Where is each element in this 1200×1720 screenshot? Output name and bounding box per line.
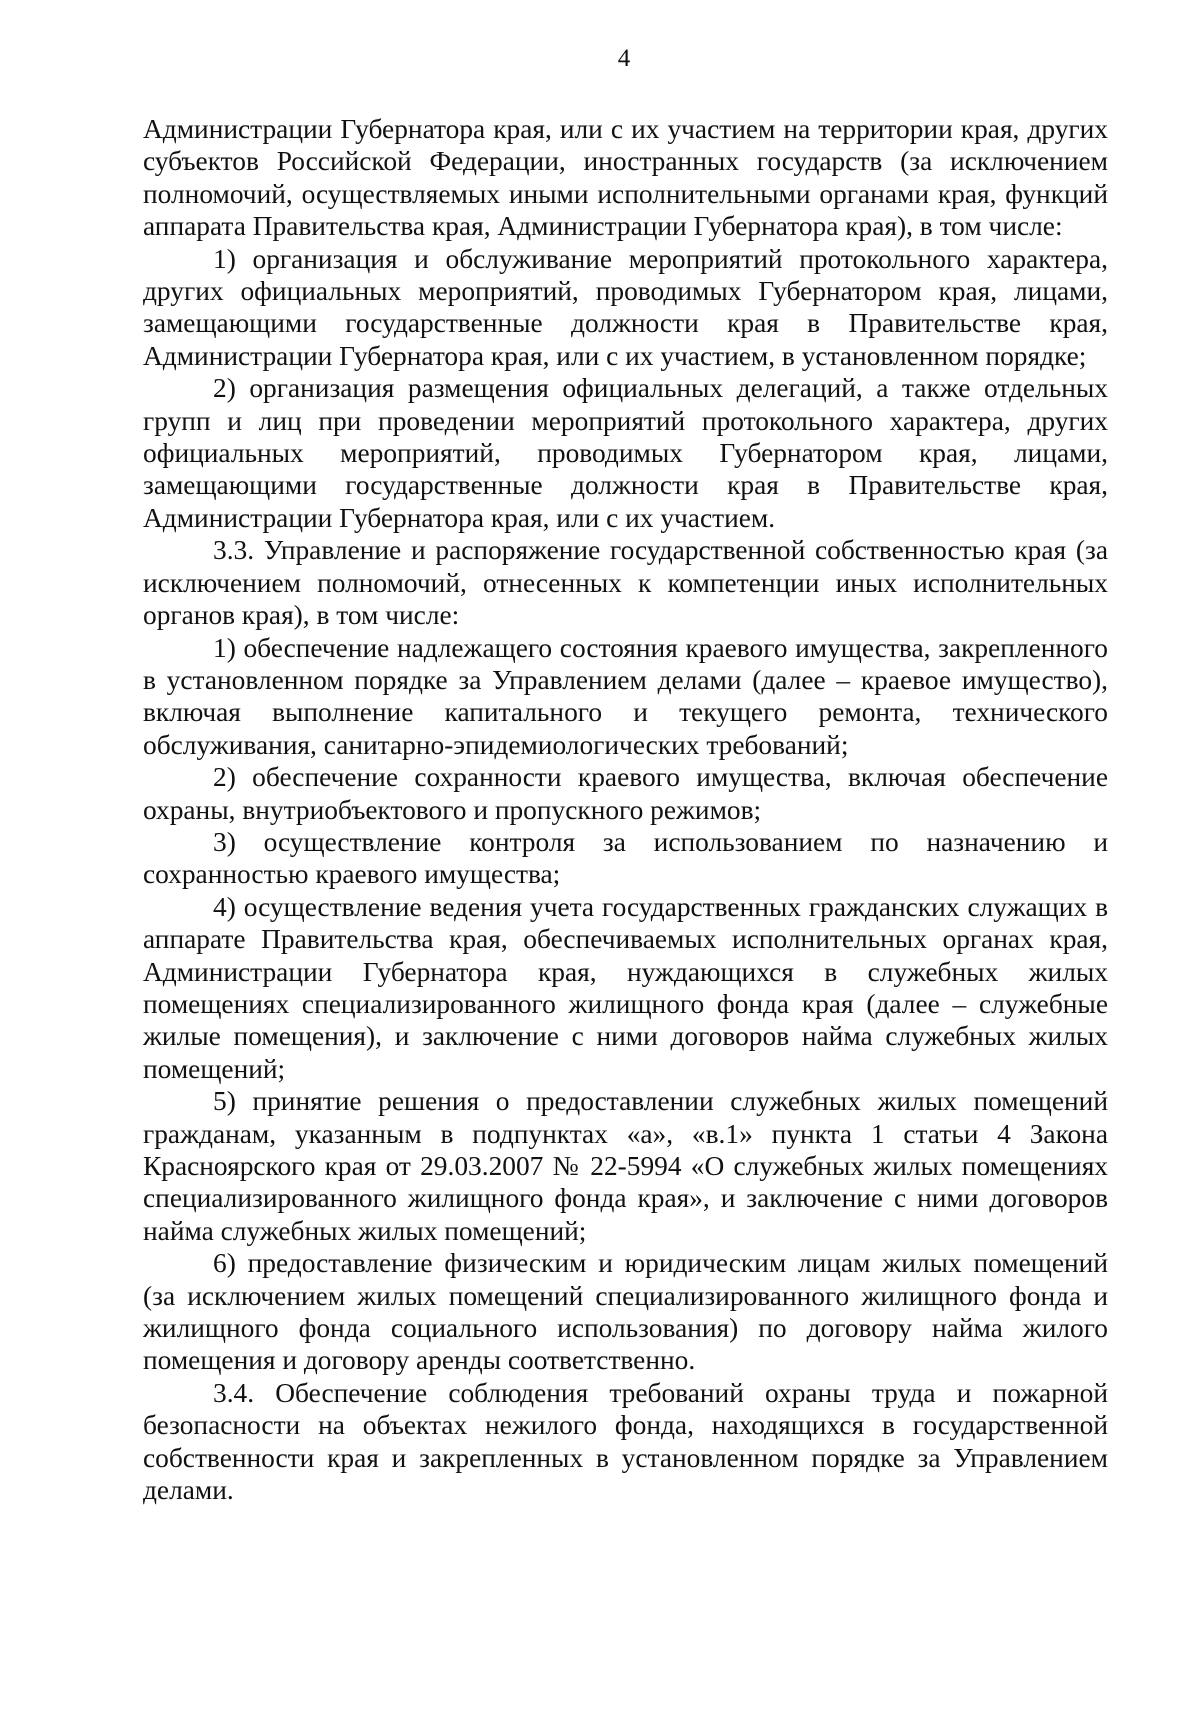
paragraph-item-5-housing-decision: 5) принятие решения о предоставлении служебных жилых помещений гражданам, указанным в подпунктах «а», «в.1» пункта 1 статьи 4 Закона Красноярского края от 29.03.2007 № 22-5994 «О служебных жилых помещениях специализированного жилищного фонда края», и заключение с ними договоров найма служебных жилых помещений; bbox=[143, 1086, 1108, 1246]
document-body bbox=[143, 113, 1108, 1506]
paragraph-item-1-protocol-events: 1) организация и обслуживание мероприятий протокольного характера, других официальных мероприятий, проводимых Губернатором края, лицами, замещающими государственные должности края в Правительстве края, Администрации Губернатора края, или с их участием, в установленном порядке; bbox=[143, 243, 1108, 371]
paragraph-item-6-housing-lease: 6) предоставление физическим и юридическим лицам жилых помещений (за исключением жилых помещений специализированного жилищного фонда и жилищного фонда социального использования) по договору найма жилого помещения и договору аренды соответственно. bbox=[143, 1248, 1108, 1376]
paragraph-item-1-property-condition: 1) обеспечение надлежащего состояния краевого имущества, закрепленного в установленном порядке за Управлением делами (далее – краевое имущество), включая выполнение капитального и текущего ремонта, технического обслуживания, санитарно-эпидемиологических требований; bbox=[143, 632, 1108, 760]
paragraph-item-4-housing-registry: 4) осуществление ведения учета государственных гражданских служащих в аппарате Правительства края, обеспечиваемых исполнительных органах края, Администрации Губернатора края, нуждающихся в служебных жилых помещениях специализированного жилищного фонда края (далее – служебные жилые помещения), и заключение с ними договоров найма служебных жилых помещений; bbox=[143, 891, 1108, 1084]
paragraph-item-3-property-control: 3) осуществление контроля за использованием по назначению и сохранностью краевого имущества; bbox=[143, 826, 1108, 890]
paragraph-section-3-3: 3.3. Управление и распоряжение государственной собственностью края (за исключением полномочий, отнесенных к компетенции иных исполнительных органов края), в том числе: bbox=[143, 535, 1108, 631]
paragraph-item-2-property-safety: 2) обеспечение сохранности краевого имущества, включая обеспечение охраны, внутриобъектового и пропускного режимов; bbox=[143, 762, 1108, 825]
paragraph-section-3-4: 3.4. Обеспечение соблюдения требований охраны труда и пожарной безопасности на объектах нежилого фонда, находящихся в государственной собственности края и закрепленных в установленном порядке за Управлением делами. bbox=[143, 1377, 1108, 1506]
paragraph-item-2-delegations: 2) организация размещения официальных делегаций, а также отдельных групп и лиц при проведении мероприятий протокольного характера, других официальных мероприятий, проводимых Губернатором края, лицами, замещающими государственные должности края в Правительстве края, Администрации Губернатора края, или с их участием. bbox=[143, 373, 1108, 533]
page-number: 4 bbox=[617, 45, 631, 72]
paragraph-continuation: Администрации Губернатора края, или с их участием на территории края, других субъектов Российской Федерации, иностранных государств (за исключением полномочий, осуществляемых иными исполнительными органами края, функций аппарата Правительства края, Администрации Губернатора края), в том числе: bbox=[143, 114, 1108, 242]
